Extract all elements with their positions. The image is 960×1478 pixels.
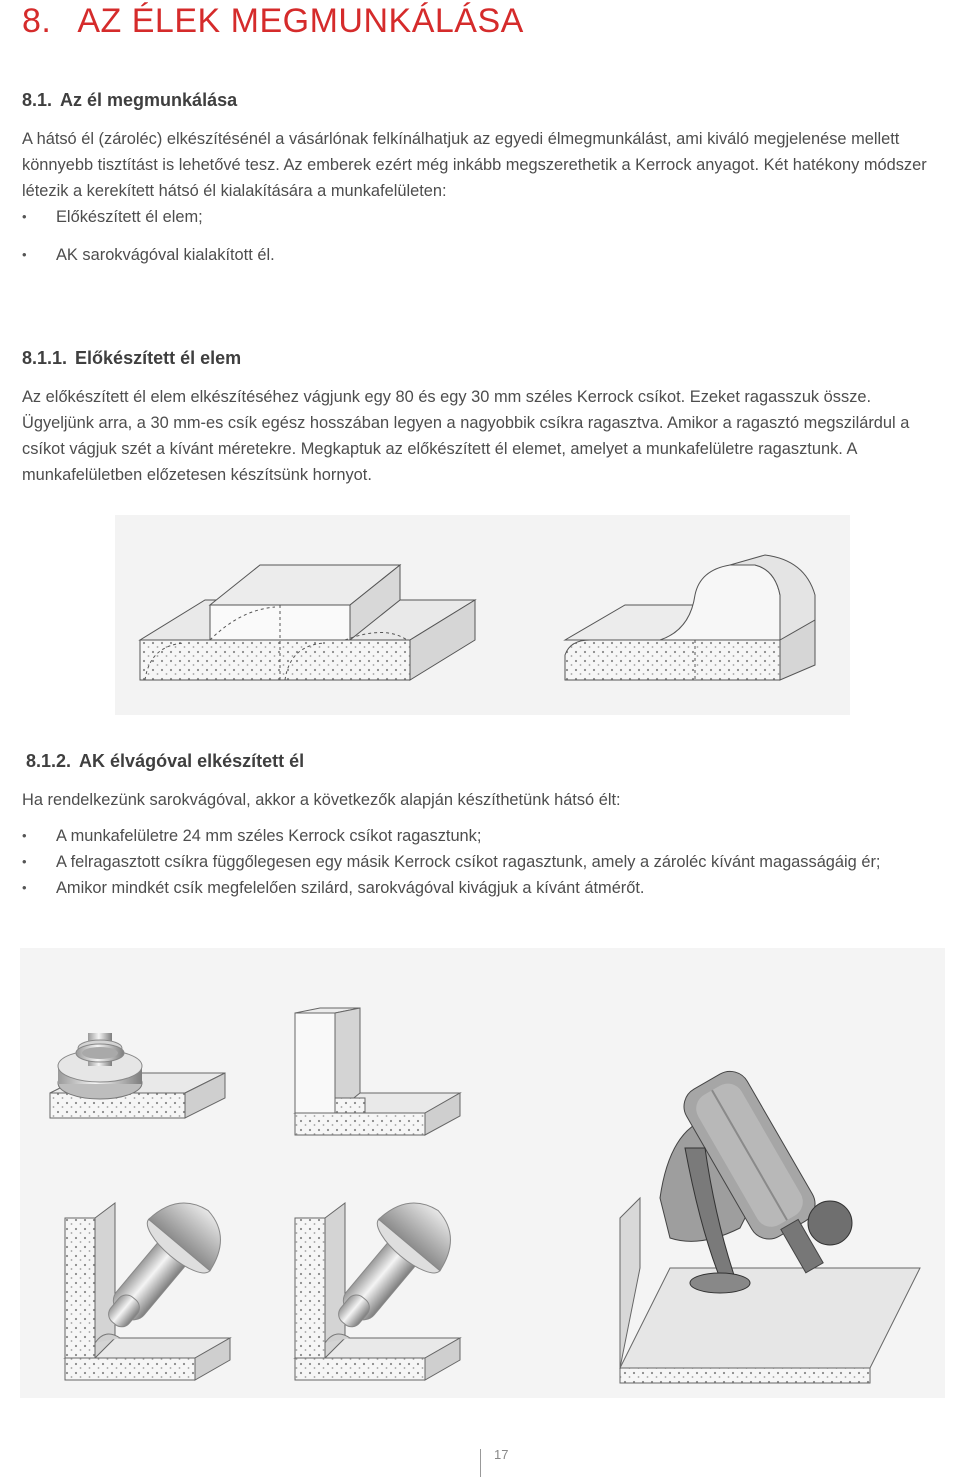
subsection-intro-2: Ha rendelkezünk sarokvágóval, akkor a következők alapján készíthetünk hátsó élt:	[22, 791, 621, 809]
section-number: 8.1.	[22, 90, 53, 110]
subsection-number: 8.1.2.	[26, 751, 72, 771]
list-item: • A munkafelületre 24 mm széles Kerrock csíkot ragasztunk;	[22, 823, 922, 849]
footer-divider	[480, 1449, 481, 1477]
chapter-number: 8.	[22, 2, 52, 40]
method-list	[22, 204, 922, 268]
list-item: • Előkészített él elem;	[22, 204, 922, 230]
step-list	[22, 823, 922, 901]
subsection-text-1: Az előkészített él elem elkészítéséhez vágjunk egy 80 és egy 30 mm széles Kerrock csíkot. Ezeket ragasszuk össze. Ügyeljünk arra, a 30 mm-es csík egész hosszában legyen a nagyobbik csíkra ragasztva. Amikor a ragasztó megszilárdul a csíkot vágjuk szét a kívánt méretekre. Megkaptuk az előkészített él elemet, amelyet a munkafelületre ragasztunk. A munkafelületben előzetesen készítsünk hornyot.	[22, 388, 910, 484]
page-number: 17	[494, 1447, 509, 1462]
list-item: • Amikor mindkét csík megfelelően szilárd, sarokvágóval kivágjuk a kívánt átmérőt.	[22, 875, 922, 901]
chapter-title-text: AZ ÉLEK MEGMUNKÁLÁSA	[77, 2, 524, 40]
corner-cutter-illustration	[20, 948, 945, 1398]
section-title: Az él megmunkálása	[60, 90, 238, 110]
subsection-title: Előkészített él elem	[75, 348, 242, 368]
subsection-heading-1	[22, 348, 241, 369]
edge-element-illustration	[115, 515, 850, 715]
list-item: • A felragasztott csíkra függőlegesen egy másik Kerrock csíkot ragasztunk, amely a zároléc kívánt magasságáig ér;	[22, 849, 922, 875]
subsection-heading-2	[26, 751, 304, 772]
subsection-title: AK élvágóval elkészített él	[79, 751, 305, 771]
chapter-title	[22, 2, 524, 41]
subsection-number: 8.1.1.	[22, 348, 68, 368]
list-item: • AK sarokvágóval kialakított él.	[22, 242, 922, 268]
section-intro: A hátsó él (zároléc) elkészítésénél a vásárlónak felkínálhatjuk az egyedi élmegmunkálást, ami kiváló megjelenése mellett könnyebb tisztítást is lehetővé tesz. Az emberek ezért még inkább megszerethetik a Kerrock anyagot. Két hatékony módszer létezik a kerekített hátsó él kialakítására a munkafelületen:	[22, 130, 927, 200]
section-heading	[22, 90, 237, 111]
